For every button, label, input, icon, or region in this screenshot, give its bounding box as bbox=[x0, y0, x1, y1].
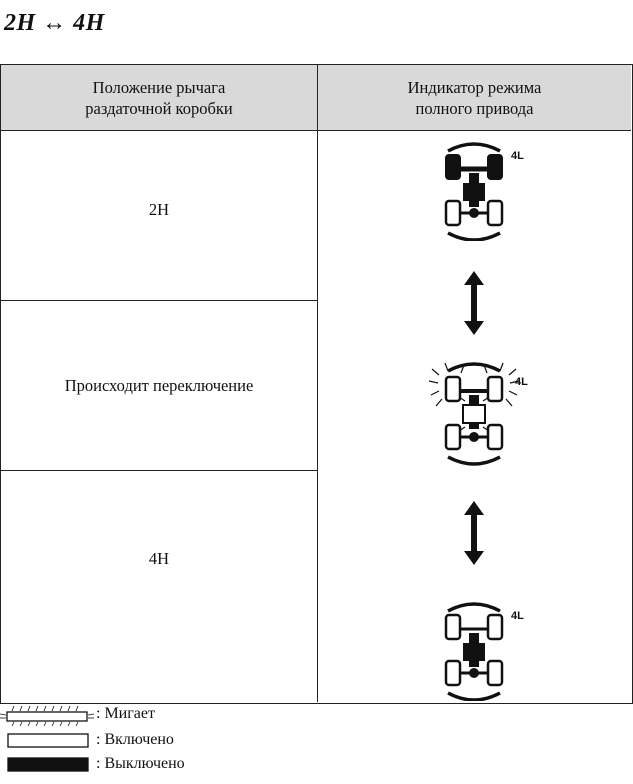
4wd-indicator-2h-icon bbox=[433, 135, 543, 241]
header-lever-position-text: Положение рычага раздаточной коробки bbox=[85, 77, 233, 118]
page-title: 2H ↔ 4H bbox=[4, 10, 105, 36]
position-shifting-text: Происходит переключение bbox=[64, 375, 254, 395]
transfer-case-table bbox=[0, 64, 633, 704]
legend-flashing-label: : Мигает bbox=[96, 705, 155, 722]
legend-on bbox=[0, 731, 300, 751]
header-lever-position bbox=[1, 65, 318, 131]
position-4h-text: 4H bbox=[148, 548, 170, 568]
header-4wd-indicator-text: Индикатор режима полного привода bbox=[407, 77, 542, 118]
double-arrow-icon-1 bbox=[462, 271, 486, 335]
legend-off bbox=[0, 755, 300, 775]
double-arrow-icon-2 bbox=[462, 501, 486, 565]
indicator-4l-label: 4L bbox=[511, 150, 524, 162]
indicator-4l-label: 4L bbox=[511, 610, 524, 622]
indicator-4l-label: 4L bbox=[515, 376, 528, 388]
legend-flashing bbox=[0, 705, 300, 725]
flashing-symbol-icon bbox=[0, 706, 95, 726]
position-2h-text: 2H bbox=[148, 199, 170, 219]
legend-off-label: : Выключено bbox=[96, 755, 185, 772]
4wd-indicator-shifting-icon bbox=[429, 357, 543, 469]
row-shifting-position bbox=[1, 301, 318, 471]
on-symbol-icon bbox=[0, 733, 95, 749]
legend-on-label: : Включено bbox=[96, 731, 174, 748]
header-4wd-indicator bbox=[318, 65, 631, 131]
off-symbol-icon bbox=[0, 757, 95, 773]
row-2h-position bbox=[1, 131, 318, 301]
4wd-indicator-4h-icon bbox=[433, 595, 543, 701]
row-4h-position bbox=[1, 471, 318, 702]
